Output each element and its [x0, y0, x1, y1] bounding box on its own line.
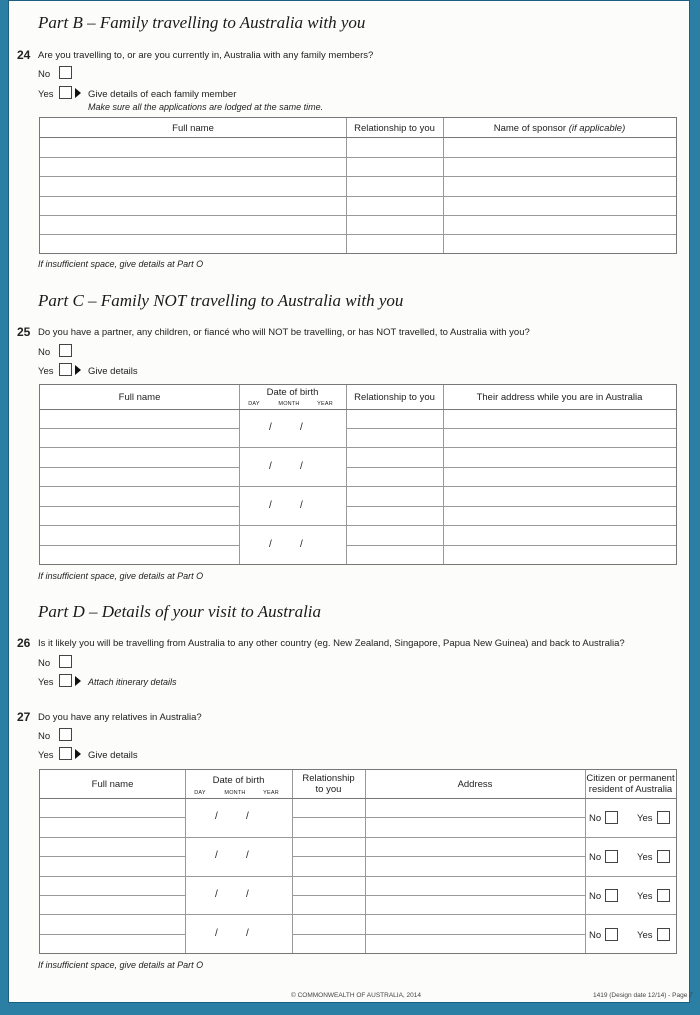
q27-yes-checkbox[interactable] — [59, 747, 72, 760]
q24-yes-label: Yes — [38, 89, 54, 100]
arrow-icon — [75, 749, 81, 759]
q25-number: 25 — [17, 325, 31, 339]
col-relationship-line1: Relationship — [302, 773, 355, 784]
form-reference: 1419 (Design date 12/14) - Page 7 — [593, 992, 693, 999]
form-page — [8, 0, 693, 1003]
family-travelling-table — [39, 117, 677, 254]
date-separator: / — [246, 811, 249, 822]
arrow-icon — [75, 676, 81, 686]
part-c-heading: Part C – Family NOT travelling to Australia with you — [38, 291, 404, 310]
q27-no-checkbox[interactable] — [59, 728, 72, 741]
q26-number: 26 — [17, 636, 31, 650]
citizen-yes-checkbox[interactable] — [657, 850, 670, 863]
part-c-footnote: If insufficient space, give details at Part O — [38, 571, 204, 581]
col-sponsor-note: (if applicable) — [568, 123, 626, 134]
col-citizen-line1: Citizen or permanent — [586, 773, 675, 784]
date-separator: / — [215, 850, 218, 861]
q24-text: Are you travelling to, or are you currently in, Australia with any family members? — [38, 50, 374, 61]
citizen-yes-checkbox[interactable] — [657, 928, 670, 941]
q25-yes-label: Yes — [38, 366, 54, 377]
citizen-no-checkbox[interactable] — [605, 850, 618, 863]
q24-yes-instruction: Give details of each family member — [88, 89, 237, 100]
q26-no-checkbox[interactable] — [59, 655, 72, 668]
q24-number: 24 — [17, 48, 31, 62]
citizen-yes-label: Yes — [637, 891, 653, 902]
q25-yes-checkbox[interactable] — [59, 363, 72, 376]
relatives-in-australia-table — [39, 769, 677, 954]
date-separator: / — [300, 539, 303, 550]
copyright: © COMMONWEALTH OF AUSTRALIA, 2014 — [291, 992, 421, 999]
citizen-yes-label: Yes — [637, 813, 653, 824]
q25-no-checkbox[interactable] — [59, 344, 72, 357]
date-separator: / — [269, 422, 272, 433]
date-separator: / — [300, 422, 303, 433]
col-dob-day: DAY — [248, 401, 260, 407]
q24-no-label: No — [38, 69, 51, 80]
date-separator: / — [215, 889, 218, 900]
col-dob-month: MONTH — [224, 790, 246, 796]
part-d-footnote: If insufficient space, give details at Part O — [38, 960, 204, 970]
col-relationship — [292, 773, 365, 795]
citizen-no-checkbox[interactable] — [605, 928, 618, 941]
col-citizen — [585, 773, 676, 795]
col-relationship: Relationship to you — [354, 392, 435, 403]
date-separator: / — [215, 811, 218, 822]
q27-number: 27 — [17, 710, 31, 724]
col-dob-year: YEAR — [317, 401, 333, 407]
col-dob-day: DAY — [194, 790, 206, 796]
col-citizen-line2: resident of Australia — [588, 784, 673, 795]
date-separator: / — [300, 461, 303, 472]
col-relationship-line2: to you — [315, 784, 342, 795]
date-separator: / — [246, 889, 249, 900]
col-dob: Date of birth — [266, 387, 319, 398]
col-sponsor — [443, 123, 676, 134]
col-relationship: Relationship to you — [354, 123, 435, 134]
citizen-yes-label: Yes — [637, 930, 653, 941]
col-full-name: Full name — [172, 123, 214, 134]
date-separator: / — [269, 500, 272, 511]
citizen-yes-checkbox[interactable] — [657, 889, 670, 902]
col-dob-year: YEAR — [263, 790, 279, 796]
q26-text: Is it likely you will be travelling from Australia to any other country (eg. New Zealand, Singapore, Papua New Guinea) and back to Australia? — [38, 638, 625, 649]
citizen-no-checkbox[interactable] — [605, 889, 618, 902]
family-not-travelling-table — [39, 384, 677, 565]
col-dob-month: MONTH — [278, 401, 300, 407]
q25-no-label: No — [38, 347, 51, 358]
q26-yes-label: Yes — [38, 677, 54, 688]
part-d-heading: Part D – Details of your visit to Australia — [38, 602, 322, 621]
q26-yes-instruction: Attach itinerary details — [88, 677, 177, 687]
date-separator: / — [246, 850, 249, 861]
citizen-no-checkbox[interactable] — [605, 811, 618, 824]
q27-yes-label: Yes — [38, 750, 54, 761]
citizen-yes-label: Yes — [637, 852, 653, 863]
part-b-footnote: If insufficient space, give details at Part O — [38, 259, 204, 269]
q24-yes-checkbox[interactable] — [59, 86, 72, 99]
col-address: Their address while you are in Australia — [476, 392, 643, 403]
q26-yes-checkbox[interactable] — [59, 674, 72, 687]
q27-text: Do you have any relatives in Australia? — [38, 712, 202, 723]
part-b-heading: Part B – Family travelling to Australia with you — [38, 13, 366, 32]
date-separator: / — [269, 539, 272, 550]
citizen-no-label: No — [589, 891, 602, 902]
q26-no-label: No — [38, 658, 51, 669]
citizen-yes-checkbox[interactable] — [657, 811, 670, 824]
col-dob: Date of birth — [212, 775, 265, 786]
q24-yes-note: Make sure all the applications are lodged at the same time. — [88, 102, 324, 112]
q24-no-checkbox[interactable] — [59, 66, 72, 79]
col-full-name: Full name — [118, 392, 161, 403]
col-full-name: Full name — [91, 779, 134, 790]
date-separator: / — [300, 500, 303, 511]
col-address: Address — [457, 779, 493, 790]
q27-yes-instruction: Give details — [88, 750, 138, 761]
date-separator: / — [246, 928, 249, 939]
citizen-no-label: No — [589, 930, 602, 941]
arrow-icon — [75, 88, 81, 98]
q25-text: Do you have a partner, any children, or fiancé who will NOT be travelling, or has NOT travelled, to Australia with you? — [38, 327, 530, 338]
arrow-icon — [75, 365, 81, 375]
q25-yes-instruction: Give details — [88, 366, 138, 377]
date-separator: / — [215, 928, 218, 939]
citizen-no-label: No — [589, 813, 602, 824]
citizen-no-label: No — [589, 852, 602, 863]
q27-no-label: No — [38, 731, 51, 742]
col-sponsor-label: Name of sponsor — [493, 123, 567, 134]
date-separator: / — [269, 461, 272, 472]
